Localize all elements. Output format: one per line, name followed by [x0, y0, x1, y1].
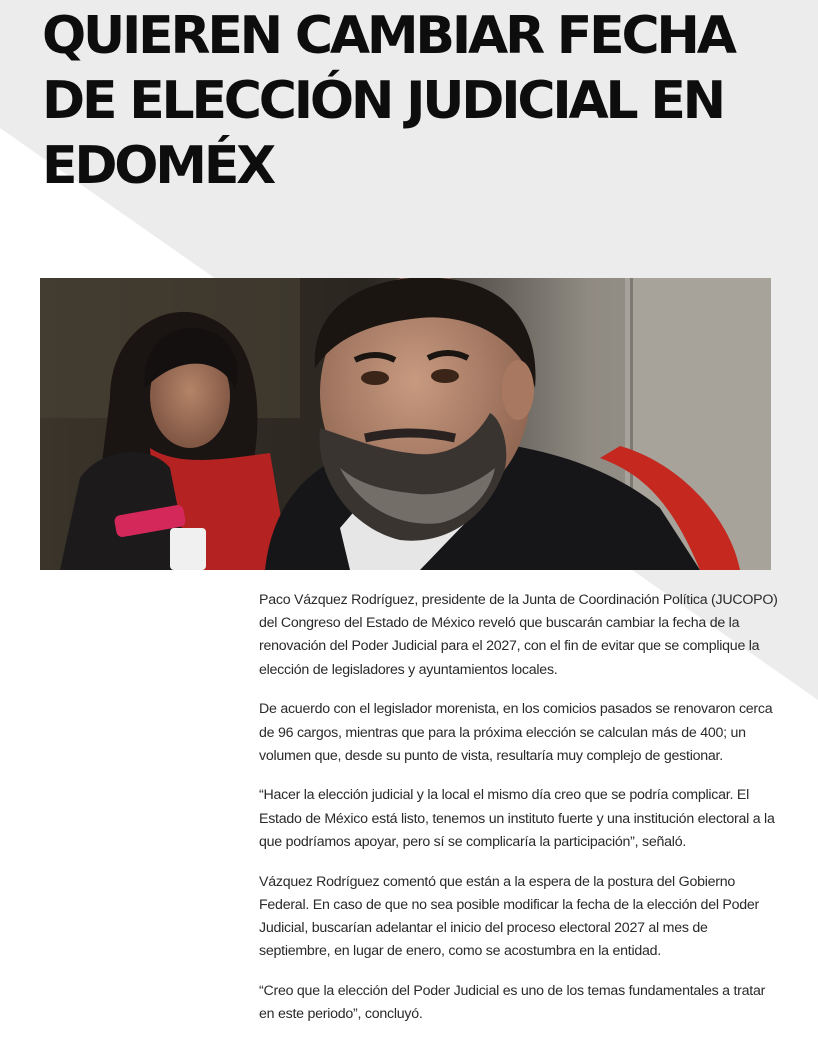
article-headline: QUIEREN CAMBIAR FECHA DE ELECCIÓN JUDICIAL EN EDOMÉX — [42, 6, 734, 196]
article-paragraph-4: Vázquez Rodríguez comentó que están a la espera de la postura del Gobierno Federal. En caso de que no sea posible modificar la fecha de la elección del Poder Judicial, buscarían adelantar el inicio del proceso electoral 2027 al mes de septiembre, en lugar de enero, como se acostumbra en la entidad. — [259, 873, 760, 960]
article-paragraph-3: “Hacer la elección judicial y la local el mismo día creo que se podría complicar. El Estado de México está listo, tenemos un instituto fuerte y una institución electoral a la que podríamos apoyar, pero sí se complicaría la participación”, señaló. — [259, 787, 775, 850]
article-body — [259, 589, 779, 1043]
article-photo — [40, 278, 771, 570]
article-paragraph-2: De acuerdo con el legislador morenista, en los comicios pasados se renovaron cerca de 96 cargos, mientras que para la próxima elección se calculan más de 400; un volumen que, desde su punto de vista, resultaría muy complejo de gestionar. — [259, 701, 773, 764]
article-paragraph-5: “Creo que la elección del Poder Judicial es uno de los temas fundamentales a tratar en este periodo”, concluyó. — [259, 982, 766, 1023]
article-paragraph-1: Paco Vázquez Rodríguez, presidente de la Junta de Coordinación Política (JUCOPO) del Congreso del Estado de México reveló que buscarán cambiar la fecha de la renovación del Poder Judicial para el 2027, con el fin de evitar que se complique la elección de legisladores y ayuntamientos locales. — [259, 592, 778, 678]
